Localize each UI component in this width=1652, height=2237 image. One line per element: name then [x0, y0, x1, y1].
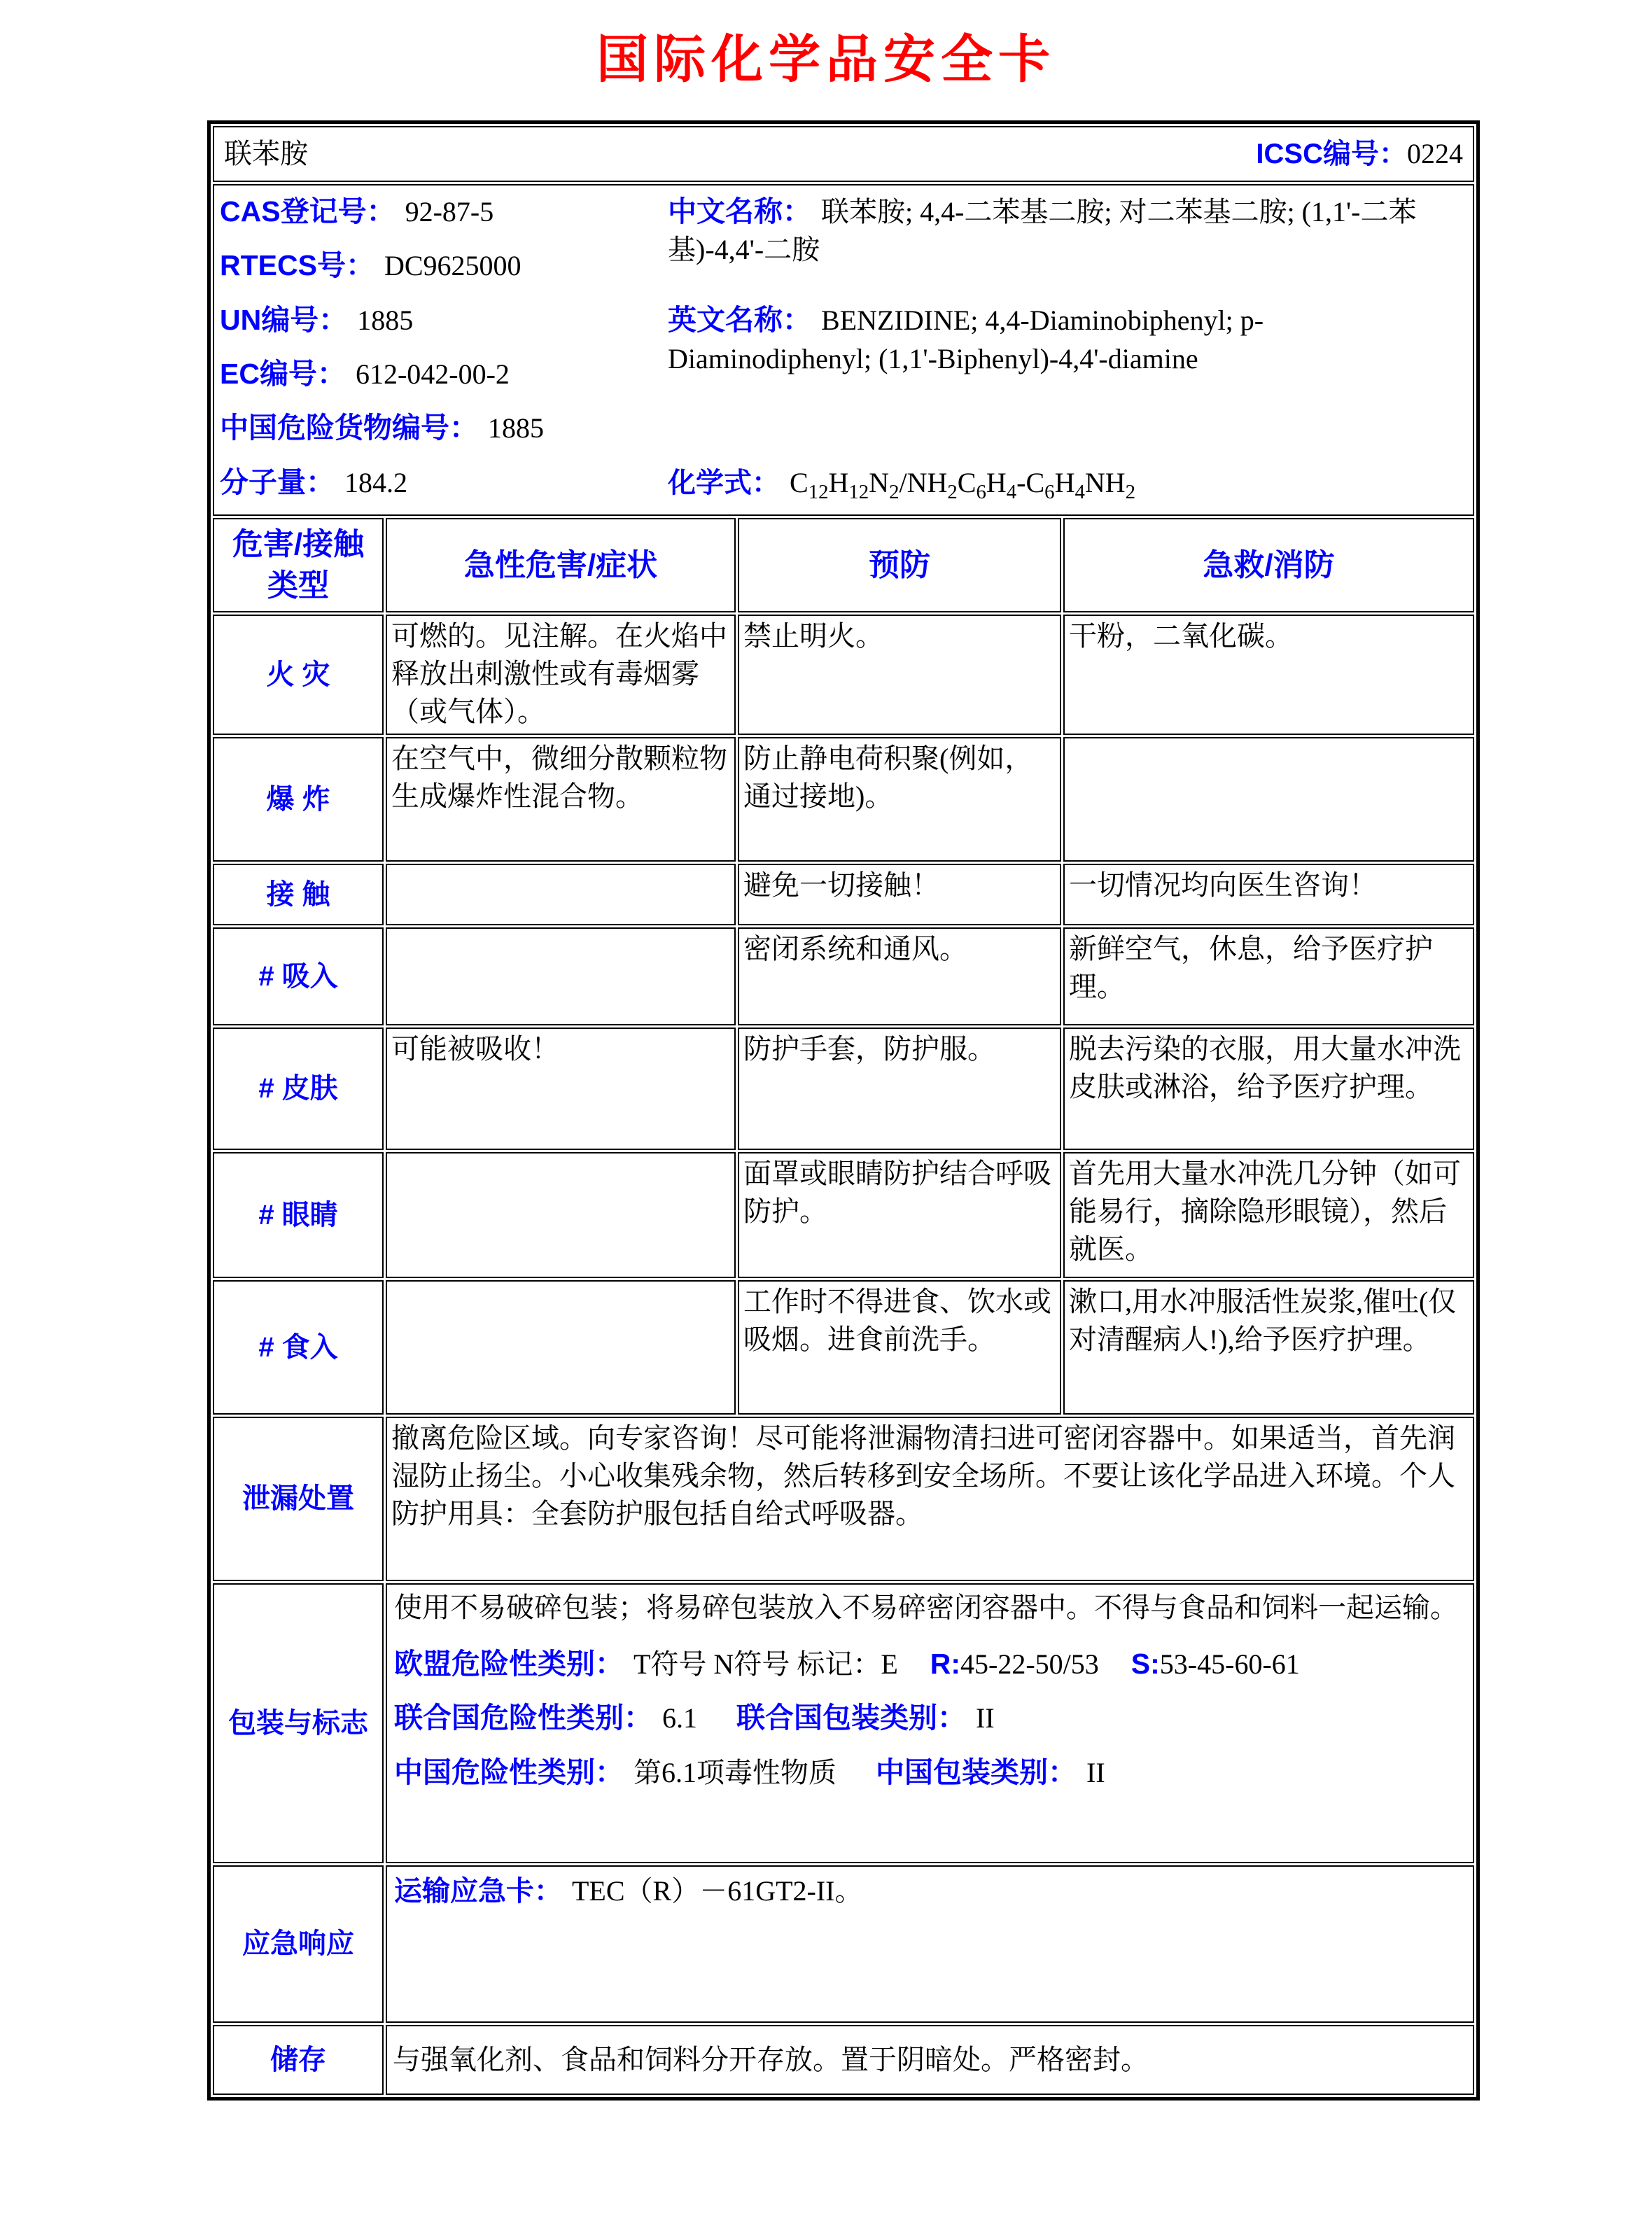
card-header-row [213, 126, 1474, 182]
hazard-row-ingestion [213, 1280, 1474, 1415]
eyes-prevention: 面罩或眼睛防护结合呼吸防护。 [738, 1152, 1061, 1278]
un-class-line: 联合国危险性类别： 6.1 联合国包装类别： II [394, 1702, 995, 1734]
r-phrase-label: R: [930, 1647, 961, 1680]
row-label-inhalation: # 吸入 [213, 927, 384, 1025]
row-label-eyes: # 眼睛 [213, 1152, 384, 1278]
page [0, 18, 1652, 2101]
china-class-line: 中国危险性类别： 第6.1项毒性物质 中国包装类别： II [394, 1755, 1105, 1788]
transport-card-value: TEC（R）－61GT2-II。 [572, 1874, 863, 1907]
hazard-row-fire [213, 615, 1474, 735]
identity-row [213, 184, 1474, 516]
emergency-content [386, 1865, 1474, 2023]
explosion-symptoms: 在空气中，微细分散颗粒物生成爆炸性混合物。 [386, 737, 736, 862]
hazard-row-skin [213, 1028, 1474, 1150]
names-block [668, 192, 1470, 505]
explosion-response [1063, 737, 1474, 862]
icsc-label: ICSC编号： [1256, 139, 1407, 169]
english-name: 英文名称： BENZIDINE; 4,4-Diaminobiphenyl; p-Diaminodiphenyl; (1,1'-Biphenyl)-4,4'-diamine [668, 304, 1264, 374]
row-label-emergency: 应急响应 [213, 1865, 384, 2023]
spill-text: 撤离危险区域。向专家咨询！尽可能将泄漏物清扫进可密闭容器中。如果适当，首先润湿防止扬尘。小心收集残余物，然后转移到安全场所。不要让该化学品进入环境。个人防护用具：全套防护服包括自给式呼吸器。 [386, 1417, 1474, 1581]
cas-number: CAS登记号： 92-87-5 [220, 195, 494, 227]
ingestion-prevention: 工作时不得进食、饮水或吸烟。进食前洗手。 [738, 1280, 1061, 1415]
identifier-list [220, 192, 668, 505]
contact-symptoms [386, 864, 736, 925]
packaging-row [213, 1583, 1474, 1863]
inhalation-symptoms [386, 927, 736, 1025]
col-header-prevention: 预防 [738, 518, 1061, 612]
fire-prevention: 禁止明火。 [738, 615, 1061, 735]
chemical-formula: 化学式： $C_{12}H_{12}N_2/NH_2C_6H_4-C_6H_4NH_2$ [668, 467, 1136, 504]
transport-card-label: 运输应急卡： [394, 1875, 562, 1907]
un-number: UN编号： 1885 [220, 303, 414, 336]
molecular-weight: 分子量： 184.2 [220, 465, 407, 498]
hazard-row-contact [213, 864, 1474, 925]
eyes-response: 首先用大量水冲洗几分钟（如可能易行，摘除隐形眼镜），然后就医。 [1063, 1152, 1474, 1278]
china-dg-number: 中国危险货物编号： 1885 [220, 412, 544, 444]
hazard-row-inhalation [213, 927, 1474, 1025]
row-label-packaging: 包装与标志 [213, 1583, 384, 1863]
eu-hazard-class-line: 欧盟危险性类别： T符号 N符号 标记：E R:45-22-50/53 S:53-45-60-61 [394, 1647, 1300, 1680]
row-label-storage: 储存 [213, 2025, 384, 2095]
icsc-value: 0224 [1407, 138, 1463, 169]
spill-row [213, 1417, 1474, 1581]
ingestion-symptoms [386, 1280, 736, 1415]
inhalation-prevention: 密闭系统和通风。 [738, 927, 1061, 1025]
hazard-table-header [213, 518, 1474, 612]
hazard-row-eyes [213, 1152, 1474, 1278]
skin-prevention: 防护手套，防护服。 [738, 1028, 1061, 1150]
explosion-prevention: 防止静电荷积聚(例如，通过接地)。 [738, 737, 1061, 862]
hazard-row-explosion [213, 737, 1474, 862]
skin-response: 脱去污染的衣服，用大量水冲洗皮肤或淋浴，给予医疗护理。 [1063, 1028, 1474, 1150]
col-header-response: 急救/消防 [1063, 518, 1474, 612]
formula-value: $C_{12}H_{12}N_2/NH_2C_6H_4-C_6H_4NH_2$ [790, 467, 1136, 504]
ingestion-response: 漱口,用水冲服活性炭浆,催吐(仅对清醒病人!),给予医疗护理。 [1063, 1280, 1474, 1415]
contact-response: 一切情况均向医生咨询！ [1063, 864, 1474, 925]
fire-response: 干粉，二氧化碳。 [1063, 615, 1474, 735]
s-phrase-label: S: [1130, 1647, 1160, 1680]
packaging-content [386, 1583, 1474, 1863]
emergency-row [213, 1865, 1474, 2023]
identity-section [213, 184, 1474, 516]
col-header-symptoms: 急性危害/症状 [386, 518, 736, 612]
safety-card [207, 120, 1480, 2101]
row-label-ingestion: # 食入 [213, 1280, 384, 1415]
storage-text: 与强氧化剂、食品和饲料分开存放。置于阴暗处。严格密封。 [386, 2025, 1474, 2095]
substance-name: 联苯胺 [224, 138, 308, 169]
row-label-spill: 泄漏处置 [213, 1417, 384, 1581]
card-header [213, 126, 1474, 182]
contact-prevention: 避免一切接触！ [738, 864, 1061, 925]
storage-row [213, 2025, 1474, 2095]
eyes-symptoms [386, 1152, 736, 1278]
row-label-skin: # 皮肤 [213, 1028, 384, 1150]
col-header-type: 危害/接触类型 [213, 518, 384, 612]
skin-symptoms: 可能被吸收！ [386, 1028, 736, 1150]
row-label-explosion: 爆 炸 [213, 737, 384, 862]
packaging-intro: 使用不易破碎包装；将易碎包装放入不易碎密闭容器中。不得与食品和饲料一起运输。 [394, 1591, 1458, 1623]
icsc-number [1256, 135, 1463, 173]
chinese-name: 中文名称： 联苯胺; 4,4-二苯基二胺; 对二苯基二胺; (1,1'-二苯基)-4,4'-二胺 [668, 195, 1417, 266]
rtecs-number: RTECS号： DC9625000 [220, 249, 522, 282]
row-label-fire: 火 灾 [213, 615, 384, 735]
ec-number: EC编号： 612-042-00-2 [220, 358, 510, 391]
row-label-contact: 接 触 [213, 864, 384, 925]
inhalation-response: 新鲜空气，休息，给予医疗护理。 [1063, 927, 1474, 1025]
fire-symptoms: 可燃的。见注解。在火焰中释放出刺激性或有毒烟雾（或气体）。 [386, 615, 736, 735]
page-title: 国际化学品安全卡 [596, 30, 1056, 88]
